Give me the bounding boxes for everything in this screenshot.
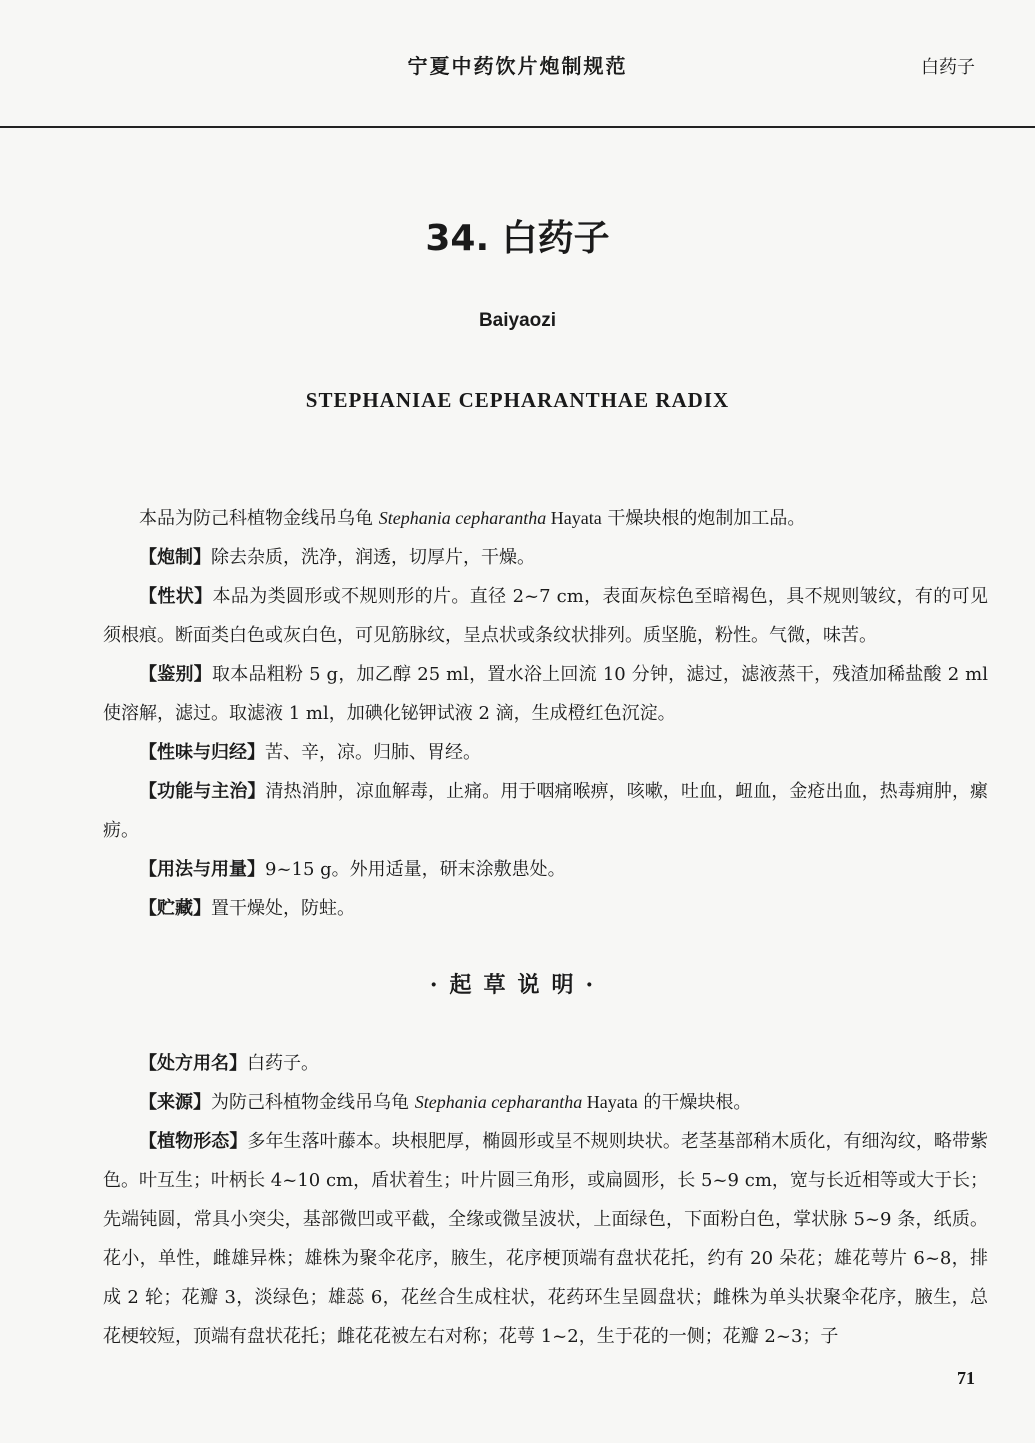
nature-label: 【性味与归经】 <box>139 742 265 763</box>
species-author: Hayata <box>546 508 602 528</box>
monograph-text <box>103 499 988 928</box>
source-label: 【来源】 <box>139 1092 211 1113</box>
usage-text: 9~15 g。外用适量，研末涂敷患处。 <box>265 859 566 880</box>
function-paragraph <box>103 772 988 850</box>
usage-label: 【用法与用量】 <box>139 859 265 880</box>
intro-paragraph <box>103 499 988 538</box>
identification-label: 【鉴别】 <box>139 664 212 685</box>
processing-label: 【炮制】 <box>139 547 211 568</box>
function-text: 清热消肿，凉血解毒，止痛。用于咽痛喉痹，咳嗽，吐血，衄血，金疮出血，热毒痈肿，瘰疬。 <box>103 781 989 841</box>
name-label: 【处方用名】 <box>139 1053 247 1074</box>
running-header <box>0 40 1035 90</box>
intro-post: 干燥块根的炮制加工品。 <box>601 508 806 529</box>
drafting-text <box>103 1044 988 1356</box>
page-title: 34. 白药子 <box>425 218 610 259</box>
storage-paragraph <box>103 889 988 928</box>
intro-pre: 本品为防己科植物金线吊乌龟 <box>139 508 379 529</box>
storage-label: 【贮藏】 <box>139 898 211 919</box>
name-paragraph <box>103 1044 988 1083</box>
header-rule <box>0 126 1035 128</box>
nature-text: 苦、辛，凉。归肺、胃经。 <box>265 742 481 763</box>
identification-paragraph <box>103 655 988 733</box>
morphology-label: 【植物形态】 <box>139 1131 248 1152</box>
storage-text: 置干燥处，防蛀。 <box>211 898 355 919</box>
source-paragraph <box>103 1083 988 1122</box>
source-species-name: Stephania cepharantha <box>414 1092 583 1112</box>
function-label: 【功能与主治】 <box>139 781 266 802</box>
page-number: 71 <box>957 1368 975 1388</box>
source-post: 的干燥块根。 <box>637 1092 752 1113</box>
name-text: 白药子。 <box>247 1053 319 1074</box>
identification-text: 取本品粗粉 5 g，加乙醇 25 ml，置水浴上回流 10 分钟，滤过，滤液蒸干，残渣加稀盐酸 2 ml 使溶解，滤过。取滤液 1 ml，加碘化铋钾试液 2 滴，生成橙红色沉淀。 <box>103 664 989 724</box>
processing-paragraph <box>103 538 988 577</box>
morphology-text: 多年生落叶藤本。块根肥厚，椭圆形或呈不规则块状。老茎基部稍木质化，有细沟纹，略带紫色。叶互生；叶柄长 4~10 cm，盾状着生；叶片圆三角形，或扁圆形，长 5~9 cm，宽与长近相等或大于长；先端钝圆，常具小突尖，基部微凹或平截，全缘或微呈波状，上面绿色，下面粉白色，掌状脉 5~9 条，纸质。花小，单性，雌雄异株；雄株为聚伞花序，腋生，花序梗顶端有盘状花托，约有 20 朵花；雄花萼片 6~8，排成 2 轮；花瓣 3，淡绿色；雄蕊 6，花丝合生成柱状，花药环生呈圆盘状；雌株为单头状聚伞花序，腋生，总花梗较短，顶端有盘状花托；雌花花被左右对称；花萼 1~2，生于花的一侧；花瓣 2~3；子 <box>103 1131 989 1347</box>
pinyin-name: Baiyaozi <box>478 310 557 331</box>
usage-paragraph <box>103 850 988 889</box>
book-title: 宁夏中药饮片炮制规范 <box>407 54 628 78</box>
source-species-author: Hayata <box>582 1092 638 1112</box>
morphology-paragraph <box>103 1122 988 1356</box>
nature-paragraph <box>103 733 988 772</box>
source-pre: 为防己科植物金线吊乌龟 <box>211 1092 415 1113</box>
description-label: 【性状】 <box>139 586 213 607</box>
latin-name: STEPHANIAE CEPHARANTHAE RADIX <box>305 388 730 412</box>
running-head-entry: 白药子 <box>921 57 975 78</box>
section-heading: ·起草说明· <box>429 972 606 998</box>
description-paragraph <box>103 577 988 655</box>
processing-text: 除去杂质，洗净，润透，切厚片，干燥。 <box>211 547 535 568</box>
species-name: Stephania cepharantha <box>378 508 547 528</box>
description-text: 本品为类圆形或不规则形的片。直径 2~7 cm，表面灰棕色至暗褐色，具不规则皱纹，有的可见须根痕。断面类白色或灰白色，可见筋脉纹，呈点状或条纹状排列。质坚脆，粉性。气微，味苦。 <box>103 586 989 646</box>
